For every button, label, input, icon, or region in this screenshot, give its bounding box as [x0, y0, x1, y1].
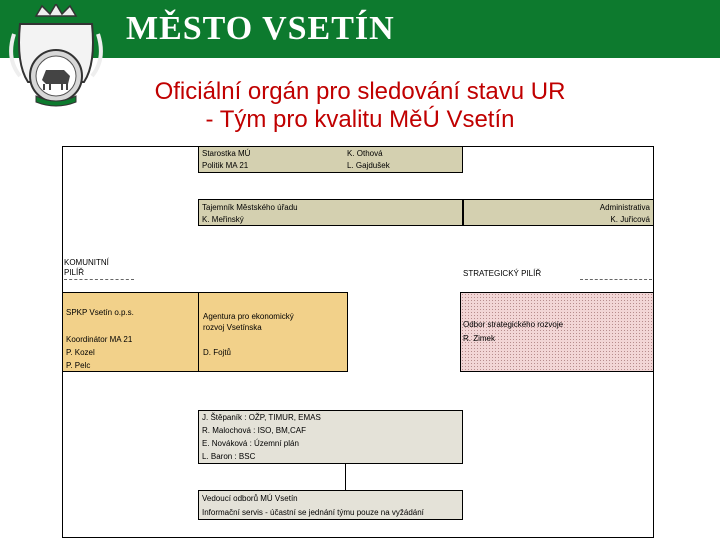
- heads-description: Informační servis - účastní se jednání týmu pouze na vyžádání: [202, 508, 424, 517]
- strategic-pillar-label: STRATEGICKÝ PILÍŘ: [463, 269, 542, 278]
- agency-box: [198, 292, 348, 372]
- member-1: J. Štěpaník : OŽP, TIMUR, EMAS: [202, 413, 321, 422]
- member-3: E. Nováková : Územní plán: [202, 439, 299, 448]
- spkp-name-1: P. Kozel: [66, 348, 95, 357]
- town-name: MĚSTO VSETÍN: [126, 10, 395, 47]
- connector-line: [345, 464, 346, 490]
- communal-divider: [64, 279, 134, 280]
- politician-role: Politik MA 21: [202, 161, 249, 170]
- communal-pillar-label: KOMUNITNÍ: [64, 258, 109, 267]
- strategy-dept-box: [460, 292, 654, 372]
- communal-pillar-label-2: PILÍŘ: [64, 268, 85, 277]
- team-members-box: [198, 410, 463, 464]
- admin-name: K. Juřicová: [610, 215, 650, 224]
- agency-person: D. Fojtů: [203, 348, 232, 357]
- page-title: Oficiální orgán pro sledování stavu UR: [154, 78, 566, 105]
- strategy-dept-name: Odbor strategického rozvoje: [463, 320, 564, 329]
- member-2: R. Malochová : ISO, BM,CAF: [202, 426, 307, 435]
- secretary-name: K. Meřinský: [202, 215, 244, 224]
- secretary-box: [198, 199, 463, 226]
- coat-of-arms-icon: [6, 4, 106, 114]
- heads-title: Vedoucí odborů MÚ Vsetín: [202, 494, 298, 503]
- politician-name: L. Gajdušek: [347, 161, 390, 170]
- agency-name-2: rozvoj Vsetínska: [203, 323, 262, 332]
- member-4: L. Baron : BSC: [202, 452, 256, 461]
- secretary-role: Tajemník Městského úřadu: [202, 203, 298, 212]
- mayor-name: K. Othová: [347, 149, 383, 158]
- department-heads-box: [198, 490, 463, 520]
- spkp-org: SPKP Vsetín o.p.s.: [66, 308, 134, 317]
- spkp-coordinator: Koordinátor MA 21: [66, 335, 133, 344]
- spkp-box: [62, 292, 199, 372]
- agency-name-1: Agentura pro ekonomický: [203, 312, 294, 321]
- admin-box: [463, 199, 654, 226]
- spkp-name-2: P. Pelc: [66, 361, 91, 370]
- page-subtitle: - Tým pro kvalitu MěÚ Vsetín: [205, 106, 515, 133]
- admin-role: Administrativa: [599, 203, 650, 212]
- header-bar: [0, 0, 720, 58]
- strategy-dept-person: R. Zimek: [463, 334, 495, 343]
- strategic-divider: [580, 279, 652, 280]
- mayor-box: [198, 146, 463, 173]
- mayor-role: Starostka MÚ: [202, 149, 251, 158]
